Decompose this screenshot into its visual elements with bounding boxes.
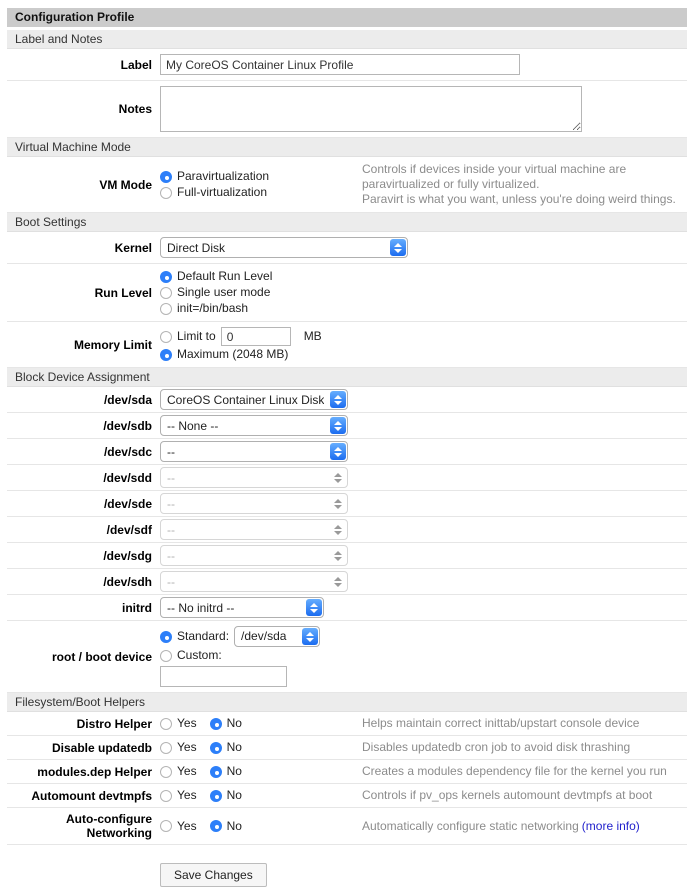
select-stepper-icon: [330, 573, 346, 590]
device-row-sdf: [7, 517, 687, 543]
kernel-select[interactable]: [160, 237, 408, 258]
chevron-down-icon: [394, 249, 402, 253]
chevron-up-icon: [334, 525, 342, 529]
distro-helper-no-radio[interactable]: [210, 718, 222, 730]
root-standard-option[interactable]: [160, 626, 320, 647]
select-stepper-icon: [330, 547, 346, 564]
chevron-down-icon: [306, 638, 314, 642]
dev-sdd-select: [160, 467, 348, 488]
run-level-label: Run Level: [94, 285, 152, 300]
automount-devtmpfs-yes-option[interactable]: [160, 788, 197, 803]
initrd-row: [7, 595, 687, 621]
auto-configure-networking-no-radio[interactable]: [210, 820, 222, 832]
memory-limit-to-option[interactable]: [160, 327, 322, 346]
chevron-down-icon: [334, 479, 342, 483]
device-row-sdg: [7, 543, 687, 569]
root-device-row: [7, 621, 687, 693]
modules-dep-helper-no-text: No: [226, 764, 242, 778]
run-level-option-init-bash[interactable]: [160, 301, 272, 316]
chevron-up-icon: [334, 577, 342, 581]
chevron-down-icon: [334, 505, 342, 509]
distro-helper-yes-option[interactable]: [160, 716, 197, 731]
select-stepper-icon: [330, 469, 346, 486]
disable-updatedb-yes-radio[interactable]: [160, 742, 172, 754]
auto-configure-networking-label: Auto-configure Networking: [66, 812, 152, 840]
distro-helper-yes-radio[interactable]: [160, 718, 172, 730]
root-custom-option[interactable]: [160, 648, 320, 663]
chevron-down-icon: [310, 609, 318, 613]
select-stepper-icon: [390, 239, 406, 256]
disable-updatedb-help: Disables updatedb cron job to avoid disk thrashing: [362, 740, 631, 754]
more-info-link[interactable]: (more info): [581, 818, 640, 833]
chevron-up-icon: [310, 603, 318, 607]
memory-limit-input[interactable]: [221, 327, 291, 346]
automount-devtmpfs-yes-text: Yes: [177, 788, 197, 802]
chevron-up-icon: [394, 243, 402, 247]
run-level-default-radio[interactable]: [160, 271, 172, 283]
root-device-select-value: /dev/sda: [241, 629, 287, 643]
dev-sda-select[interactable]: [160, 389, 348, 410]
section-header-label-and-notes: Label and Notes: [7, 30, 687, 49]
section-header-block-device-assignment: Block Device Assignment: [7, 368, 687, 387]
automount-devtmpfs-label: Automount devtmpfs: [31, 788, 152, 803]
chevron-up-icon: [334, 473, 342, 477]
vm-mode-help-line1: Controls if devices inside your virtual machine are paravirtualized or fully virtualized.: [362, 162, 627, 191]
auto-configure-networking-no-option[interactable]: [210, 819, 242, 834]
vm-mode-help: [362, 162, 687, 207]
dev-sdc-select-value: --: [167, 444, 175, 459]
modules-dep-helper-no-option[interactable]: [210, 764, 242, 779]
run-level-row: [7, 264, 687, 322]
automount-devtmpfs-row: [7, 784, 687, 808]
dev-sdh-select-value: --: [167, 574, 175, 589]
initrd-select-value: -- No initrd --: [167, 600, 235, 615]
modules-dep-helper-yes-text: Yes: [177, 764, 197, 778]
run-level-init-bash-radio[interactable]: [160, 303, 172, 315]
notes-field-label: Notes: [118, 102, 152, 116]
root-custom-input[interactable]: [160, 666, 287, 687]
distro-helper-help: Helps maintain correct inittab/upstart console device: [362, 716, 640, 730]
section-header-boot-settings: Boot Settings: [7, 213, 687, 232]
modules-dep-helper-row: [7, 760, 687, 784]
vm-mode-paravirtualization-radio[interactable]: [160, 171, 172, 183]
dev-sdg-select: [160, 545, 348, 566]
device-row-sde: [7, 491, 687, 517]
root-device-label: root / boot device: [51, 649, 152, 664]
chevron-up-icon: [334, 499, 342, 503]
label-field-label: Label: [120, 57, 152, 72]
vm-mode-option-full-virtualization[interactable]: [160, 185, 269, 200]
automount-devtmpfs-help: Controls if pv_ops kernels automount devtmpfs at boot: [362, 788, 653, 802]
save-changes-button[interactable]: Save Changes: [160, 863, 267, 887]
memory-maximum-radio[interactable]: [160, 349, 172, 361]
device-row-sdc: [7, 439, 687, 465]
distro-helper-row: [7, 712, 687, 736]
modules-dep-helper-yes-option[interactable]: [160, 764, 197, 779]
notes-row: [7, 81, 687, 138]
vm-mode-full-virtualization-text: Full-virtualization: [177, 185, 268, 199]
initrd-label: initrd: [122, 600, 152, 615]
distro-helper-no-text: No: [226, 716, 242, 730]
chevron-up-icon: [334, 395, 342, 399]
dev-sdc-label: /dev/sdc: [103, 444, 152, 459]
dev-sdb-label: /dev/sdb: [103, 418, 152, 433]
disable-updatedb-no-radio[interactable]: [210, 742, 222, 754]
root-custom-radio[interactable]: [160, 650, 172, 662]
dev-sdh-select: [160, 571, 348, 592]
dev-sdd-label: /dev/sdd: [103, 470, 152, 485]
select-stepper-icon: [302, 628, 318, 645]
chevron-up-icon: [306, 632, 314, 636]
notes-textarea[interactable]: [160, 86, 582, 132]
device-row-sda: [7, 387, 687, 413]
run-level-single-user-radio[interactable]: [160, 287, 172, 299]
chevron-down-icon: [334, 453, 342, 457]
dev-sde-select: [160, 493, 348, 514]
automount-devtmpfs-no-option[interactable]: [210, 788, 242, 803]
auto-configure-networking-help-text: Automatically configure static networking: [362, 818, 579, 833]
kernel-label: Kernel: [114, 240, 152, 255]
auto-configure-networking-yes-option[interactable]: [160, 819, 197, 834]
chevron-up-icon: [334, 447, 342, 451]
vm-mode-label: VM Mode: [99, 177, 152, 192]
section-header-virtual-machine-mode: Virtual Machine Mode: [7, 138, 687, 157]
run-level-option-single-user[interactable]: [160, 285, 272, 300]
dev-sdd-select-value: --: [167, 470, 175, 485]
device-row-sdh: [7, 569, 687, 595]
auto-configure-networking-help: [362, 819, 687, 834]
select-stepper-icon: [330, 391, 346, 408]
run-level-default-text: Default Run Level: [177, 269, 273, 283]
memory-limit-to-radio[interactable]: [160, 331, 172, 343]
root-custom-text: Custom:: [177, 648, 222, 662]
automount-devtmpfs-yes-radio[interactable]: [160, 790, 172, 802]
vm-mode-row: [7, 157, 687, 213]
select-stepper-icon: [330, 521, 346, 538]
memory-maximum-text: Maximum (2048 MB): [177, 347, 289, 361]
auto-configure-networking-no-text: No: [226, 818, 242, 833]
disable-updatedb-label: Disable updatedb: [51, 740, 152, 755]
disable-updatedb-no-text: No: [226, 740, 242, 754]
distro-helper-no-option[interactable]: [210, 716, 242, 731]
vm-mode-option-paravirtualization[interactable]: [160, 169, 269, 184]
chevron-down-icon: [334, 401, 342, 405]
chevron-down-icon: [334, 557, 342, 561]
auto-configure-networking-row: [7, 808, 687, 845]
memory-limit-to-text: Limit to: [177, 329, 216, 343]
automount-devtmpfs-no-radio[interactable]: [210, 790, 222, 802]
section-header-filesystem-boot-helpers: Filesystem/Boot Helpers: [7, 693, 687, 712]
label-input[interactable]: [160, 54, 520, 75]
root-standard-text: Standard:: [177, 629, 230, 643]
disable-updatedb-yes-text: Yes: [177, 740, 197, 754]
modules-dep-helper-help: Creates a modules dependency file for the kernel you run: [362, 764, 667, 778]
dev-sda-select-value: CoreOS Container Linux Disk: [167, 392, 324, 407]
disable-updatedb-yes-option[interactable]: [160, 740, 197, 755]
dev-sdb-select[interactable]: [160, 415, 348, 436]
auto-configure-networking-yes-radio[interactable]: [160, 820, 172, 832]
dev-sdf-label: /dev/sdf: [106, 522, 152, 537]
vm-mode-help-line2: Paravirt is what you want, unless you're doing weird things.: [362, 192, 676, 206]
vm-mode-full-virtualization-radio[interactable]: [160, 187, 172, 199]
select-stepper-icon: [330, 495, 346, 512]
device-row-sdd: [7, 465, 687, 491]
root-device-select[interactable]: [234, 626, 320, 647]
root-standard-radio[interactable]: [160, 631, 172, 643]
page-title: Configuration Profile: [7, 8, 687, 27]
vm-mode-paravirtualization-text: Paravirtualization: [177, 169, 270, 183]
modules-dep-helper-yes-radio[interactable]: [160, 766, 172, 778]
dev-sdh-label: /dev/sdh: [103, 574, 152, 589]
initrd-select[interactable]: [160, 597, 324, 618]
select-stepper-icon: [330, 417, 346, 434]
chevron-down-icon: [334, 427, 342, 431]
disable-updatedb-row: [7, 736, 687, 760]
label-row: [7, 49, 687, 81]
chevron-down-icon: [334, 531, 342, 535]
distro-helper-label: Distro Helper: [76, 716, 152, 731]
run-level-option-default[interactable]: [160, 269, 272, 284]
device-row-sdb: [7, 413, 687, 439]
disable-updatedb-no-option[interactable]: [210, 740, 242, 755]
memory-limit-unit: MB: [303, 329, 322, 343]
kernel-select-value: Direct Disk: [167, 240, 226, 255]
select-stepper-icon: [330, 443, 346, 460]
dev-sdg-label: /dev/sdg: [103, 548, 152, 563]
run-level-init-bash-text: init=/bin/bash: [177, 301, 249, 315]
memory-limit-row: [7, 322, 687, 368]
dev-sdb-select-value: -- None --: [167, 418, 219, 433]
memory-limit-label: Memory Limit: [73, 337, 152, 352]
distro-helper-yes-text: Yes: [177, 716, 197, 730]
auto-configure-networking-yes-text: Yes: [177, 818, 197, 833]
footer: [160, 863, 687, 887]
memory-maximum-option[interactable]: [160, 347, 322, 362]
chevron-down-icon: [334, 583, 342, 587]
dev-sde-select-value: --: [167, 496, 175, 511]
dev-sdc-select[interactable]: [160, 441, 348, 462]
dev-sdf-select: [160, 519, 348, 540]
dev-sda-label: /dev/sda: [103, 392, 152, 407]
automount-devtmpfs-no-text: No: [226, 788, 242, 802]
dev-sdg-select-value: --: [167, 548, 175, 563]
run-level-single-user-text: Single user mode: [177, 285, 271, 299]
modules-dep-helper-label: modules.dep Helper: [37, 764, 152, 779]
select-stepper-icon: [306, 599, 322, 616]
dev-sde-label: /dev/sde: [103, 496, 152, 511]
chevron-up-icon: [334, 551, 342, 555]
modules-dep-helper-no-radio[interactable]: [210, 766, 222, 778]
kernel-row: [7, 232, 687, 264]
dev-sdf-select-value: --: [167, 522, 175, 537]
chevron-up-icon: [334, 421, 342, 425]
